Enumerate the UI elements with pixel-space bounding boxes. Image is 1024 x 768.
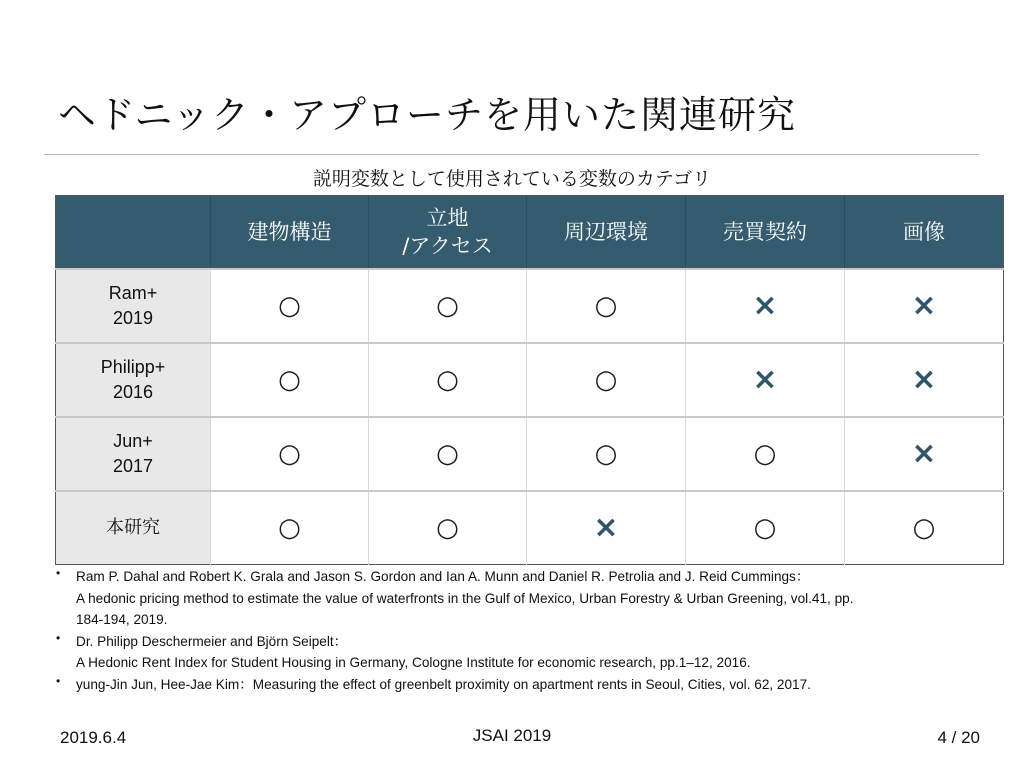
reference-item — [56, 674, 996, 696]
table-cell — [369, 343, 527, 417]
table-cell — [845, 269, 1004, 343]
reference-line: 184-194, 2019. — [76, 612, 168, 627]
reference-list — [56, 566, 996, 695]
circle-mark: ○ — [594, 439, 618, 469]
table-cell — [845, 491, 1004, 565]
reference-line: • yung-Jin Jun, Hee-Jae Kim：Measuring the effect of greenbelt proximity on apartment rents in Seoul, Cities, vol. 62, 2017. — [76, 676, 811, 692]
row-label: Jun+ 2017 — [56, 417, 211, 491]
cross-mark: × — [911, 436, 937, 471]
reference-line: A hedonic pricing method to estimate the value of waterfronts in the Gulf of Mexico, Urban Forestry & Urban Greening, vol.41, pp. — [76, 590, 854, 606]
table-row — [56, 417, 1004, 491]
cross-mark: × — [752, 288, 778, 323]
footer-date: 2019.6.4 — [60, 728, 127, 747]
circle-mark: ○ — [436, 439, 459, 469]
reference-line: A Hedonic Rent Index for Student Housing in Germany, Cologne Institute for economic research, pp.1–12, 2016. — [76, 655, 751, 670]
footer-conference: JSAI 2019 — [472, 726, 552, 745]
header-cell: 建物構造 — [211, 196, 369, 270]
cross-mark: × — [911, 288, 937, 323]
table-cell — [686, 343, 845, 417]
circle-mark: ○ — [278, 439, 301, 469]
table-cell — [686, 491, 845, 565]
table-row — [56, 343, 1004, 417]
table-caption: 説明変数として使用されている変数のカテゴリ — [312, 168, 712, 190]
table-cell — [845, 417, 1004, 491]
header-corner — [56, 196, 211, 270]
row-label: 本研究 — [56, 491, 211, 565]
reference-item — [56, 631, 996, 674]
circle-mark: ○ — [436, 513, 459, 543]
table-row — [56, 491, 1004, 565]
title-divider — [44, 154, 979, 155]
table-cell — [845, 343, 1004, 417]
table-cell — [369, 417, 527, 491]
circle-mark: ○ — [278, 365, 301, 395]
circle-mark: ○ — [278, 291, 301, 321]
table-cell — [369, 269, 527, 343]
table-cell — [211, 417, 369, 491]
table-cell — [211, 343, 369, 417]
circle-mark: ○ — [753, 513, 777, 543]
table-header-row — [56, 196, 1004, 270]
table-cell — [369, 491, 527, 565]
slide-title: ヘドニック・アプローチを用いた関連研究 — [58, 93, 796, 137]
reference-line: • Dr. Philipp Deschermeier and Björn Seipelt： — [76, 633, 348, 649]
reference-item — [56, 566, 996, 631]
cross-mark: × — [911, 362, 937, 397]
page-number: 4 / 20 — [937, 728, 980, 747]
cross-mark: × — [593, 510, 619, 545]
circle-mark: ○ — [594, 365, 618, 395]
reference-line: • Ram P. Dahal and Robert K. Grala and Jason S. Gordon and Ian A. Munn and Daniel R. Petrolia and J. Reid Cummings： — [76, 569, 810, 584]
table-cell — [686, 417, 845, 491]
table-cell — [527, 343, 686, 417]
table-row — [56, 269, 1004, 343]
table-cell — [211, 269, 369, 343]
circle-mark: ○ — [436, 365, 459, 395]
circle-mark: ○ — [753, 439, 777, 469]
comparison-table — [55, 195, 1004, 565]
table-cell — [527, 417, 686, 491]
header-cell: 画像 — [845, 196, 1004, 270]
circle-mark: ○ — [912, 513, 936, 543]
row-label: Ram+ 2019 — [56, 269, 211, 343]
row-label: Philipp+ 2016 — [56, 343, 211, 417]
circle-mark: ○ — [278, 513, 301, 543]
cross-mark: × — [752, 362, 778, 397]
table-cell — [527, 491, 686, 565]
table-cell — [211, 491, 369, 565]
table-cell — [527, 269, 686, 343]
circle-mark: ○ — [594, 291, 618, 321]
header-cell: 売買契約 — [686, 196, 845, 270]
circle-mark: ○ — [436, 291, 459, 321]
header-cell: 周辺環境 — [527, 196, 686, 270]
table-cell — [686, 269, 845, 343]
header-cell: 立地 /アクセス — [369, 196, 527, 270]
